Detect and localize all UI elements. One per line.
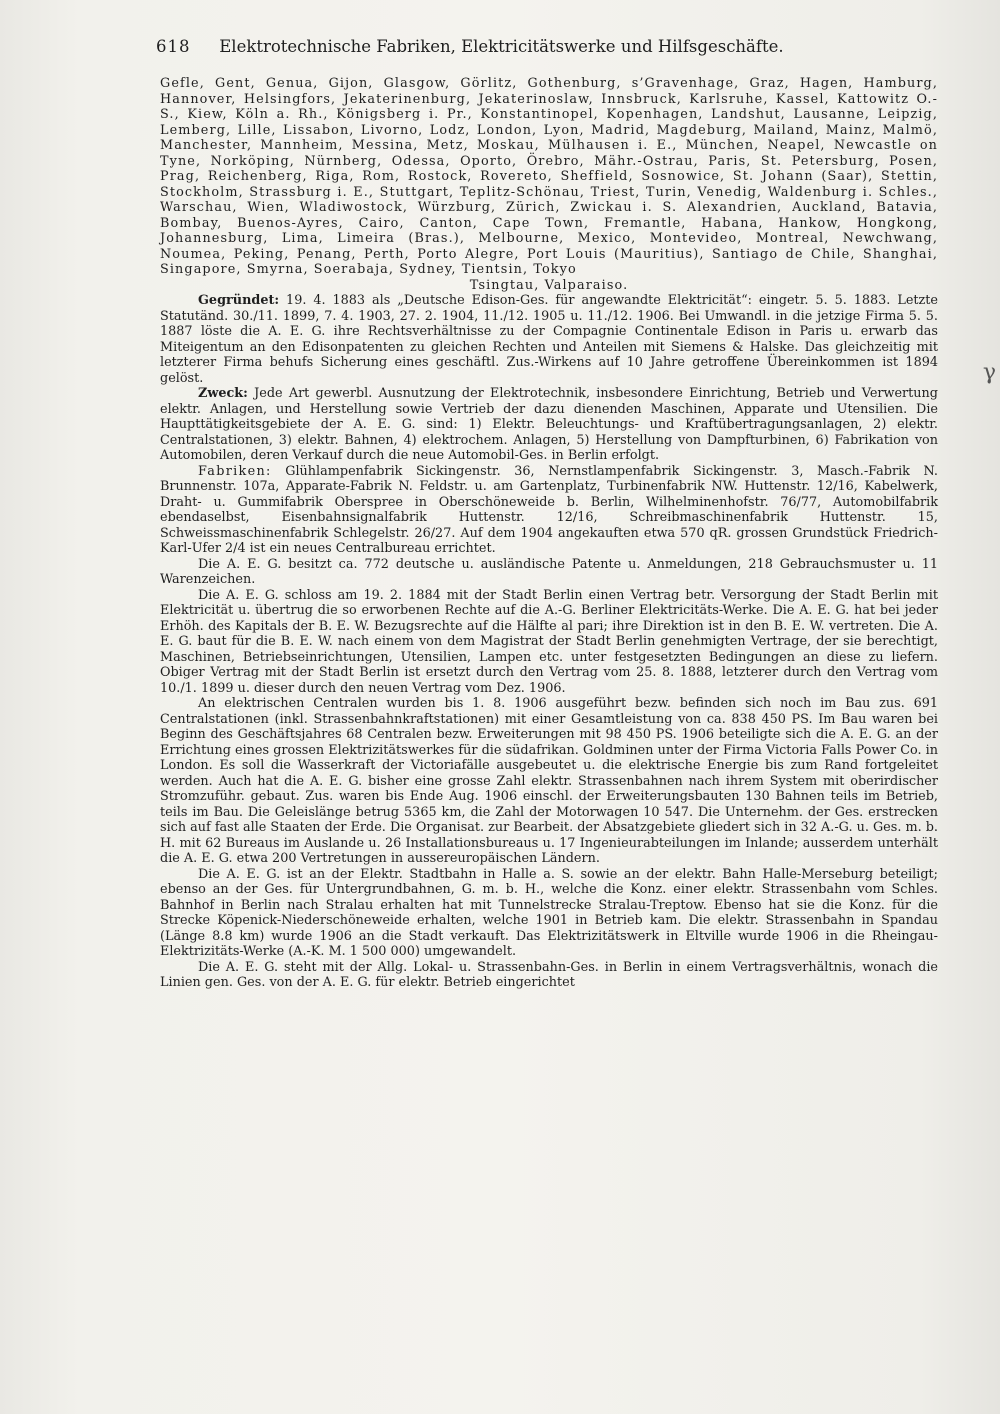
- text-zweck: Jede Art gewerbl. Ausnutzung der Elektrotechnik, insbesondere Einrichtung, Betrieb und Verwertung elektr. Anlagen, und Herstellung sowie Vertrieb der dazu dienenden Maschinen, Apparate und Utensilien. Die Haupttätigkeitsgebiete der A. E. G. sind: 1) Elektr. Beleuchtungs- und Kraftübertragungsanlagen, 2) elektr. Centralstationen, 3) elektr. Bahnen, 4) elektrochem. Anlagen, 5) Herstellung von Dampfturbinen, 6) Fabrikation von Automobilen, deren Verkauf durch die neue Automobil-Ges. in Berlin erfolgt.: [160, 386, 938, 463]
- paragraph-gegruendet: [160, 293, 938, 386]
- label-gegruendet: Gegründet:: [198, 293, 280, 308]
- page-header: [156, 34, 856, 60]
- label-fabriken: Fabriken:: [198, 463, 272, 479]
- paragraph-bahnen: Die A. E. G. ist an der Elektr. Stadtbahn in Halle a. S. sowie an der elektr. Bahn Halle-Merseburg beteiligt; ebenso an der Ges. für Untergrundbahnen, G. m. b. H., welche die Konz. einer elektr. Strassenbahn vom Schles. Bahnhof in Berlin nach Stralau erhalten hat mit Tunnelstrecke Stralau-Treptow. Ebenso hat sie die Konz. für die Strecke Köpenick-Niederschöneweide erhalten, welche 1901 in Betrieb kam. Die elektr. Strassenbahn in Spandau (Länge 8.8 km) wurde 1906 an die Stadt verkauft. Das Elektrizitätswerk in Eltville wurde 1906 in die Rheingau-Elektrizitäts-Werke (A.-K. M. 1 500 000) umgewandelt.: [160, 866, 938, 959]
- margin-pencil-mark: γ: [982, 360, 996, 385]
- paragraph-zweck: [160, 386, 938, 464]
- paragraph-fabriken: [160, 464, 938, 557]
- running-title: Elektrotechnische Fabriken, Elektricitätswerke und Hilfsgeschäfte.: [219, 37, 784, 56]
- label-zweck: Zweck:: [198, 386, 248, 401]
- paragraph-centralen: An elektrischen Centralen wurden bis 1. 8. 1906 ausgeführt bezw. befinden sich noch im Bau zus. 691 Centralstationen (inkl. Strassenbahnkraftstationen) mit einer Gesamtleistung von ca. 838 450 PS. Im Bau waren bei Beginn des Geschäftsjahres 68 Centralen bezw. Erweiterungen mit 98 450 PS. 1906 beteiligte sich die A. E. G. an der Errichtung eines grossen Elektrizitätswerkes für die südafrikan. Goldminen unter der Firma Victoria Falls Power Co. in London. Es soll die Wasserkraft der Victoriafälle ausgebeutet u. die elektrische Energie bis zum Rand fortgeleitet werden. Auch hat die A. E. G. bisher eine grosse Zahl elektr. Strassenbahnen nach ihrem System mit oberirdischer Stromzuführ. gebaut. Zus. waren bis Ende Aug. 1906 einschl. der Erweiterungsbauten 130 Bahnen teils im Betrieb, teils im Bau. Die Geleislänge betrug 5365 km, die Zahl der Motorwagen 10 547. Die Unternehm. der Ges. erstrecken sich auf fast alle Staaten der Erde. Die Organisat. zur Bearbeit. der Absatzgebiete gliedert sich in 32 A.-G. u. Ges. m. b. H. mit 62 Bureaus im Auslande u. 26 Installationsbureaus u. 17 Ingenieurabteilungen im Inlande; ausserdem unterhält die A. E. G. etwa 200 Vertretungen in aussereuropäischen Ländern.: [160, 696, 938, 866]
- city-list-last-line: Tsingtau, Valparaiso.: [469, 277, 629, 293]
- city-list: [160, 76, 938, 293]
- text-gegruendet: 19. 4. 1883 als „Deutsche Edison-Ges. für angewandte Elektricität“: eingetr. 5. 5. 1883. Letzte Statutänd. 30./11. 1899, 7. 4. 1903, 27. 2. 1904, 11./12. 1905 u. 11./12. 1906. Bei Umwandl. in die jetzige Firma 5. 5. 1887 löste die A. E. G. ihre Rechtsverhältnisse zu der Compagnie Continentale Edison in Paris u. erwarb das Miteigentum an den Edisonpatenten zu gleichen Rechten und Anteilen mit Siemens & Halske. Das gleichzeitig mit letzterer Firma behufs Sicherung eines geschäftl. Zus.-Wirkens auf 10 Jahre getroffene Übereinkommen ist 1894 gelöst.: [160, 293, 938, 386]
- page-number: 618: [156, 37, 191, 56]
- text-fabriken: Glühlampenfabrik Sickingenstr. 36, Nernstlampenfabrik Sickingenstr. 3, Masch.-Fabrik N. Brunnenstr. 107a, Apparate-Fabrik N. Feldstr. u. am Gartenplatz, Turbinenfabrik NW. Huttenstr. 12/16, Kabelwerk, Draht- u. Gummifabrik Oberspree in Oberschöneweide b. Berlin, Wilhelminenhofstr. 76/77, Automobilfabrik ebendaselbst, Eisenbahnsignalfabrik Huttenstr. 12/16, Schreibmaschinenfabrik Huttenstr. 15, Schweissmaschinenfabrik Schlegelstr. 26/27. Auf dem 1904 angekauften etwa 570 qR. grossen Grundstück Friedrich-Karl-Ufer 2/4 ist ein neues Centralbureau errichtet.: [160, 463, 938, 556]
- paragraph-vertrag: Die A. E. G. schloss am 19. 2. 1884 mit der Stadt Berlin einen Vertrag betr. Versorgung der Stadt Berlin mit Elektricität u. übertrug die so erworbenen Rechte auf die A.-G. Berliner Elektricitäts-Werke. Die A. E. G. hat bei jeder Erhöh. des Kapitals der B. E. W. Bezugsrechte auf die Hälfte al pari; ihre Direktion ist in den B. E. W. vertreten. Die A. E. G. baut für die B. E. W. nach einem von dem Magistrat der Stadt Berlin genehmigten Vertrage, der sie berechtigt, Maschinen, Betriebseinrichtungen, Utensilien, Lampen etc. unter festgesetzten Bedingungen an diese zu liefern. Obiger Vertrag mit der Stadt Berlin ist ersetzt durch den Vertrag vom 25. 8. 1888, letzterer durch den Vertrag vom 10./1. 1899 u. dieser durch den neuen Vertrag vom Dez. 1906.: [160, 587, 938, 696]
- city-list-text: Gefle, Gent, Genua, Gijon, Glasgow, Görlitz, Gothenburg, s’Gravenhage, Graz, Hagen, Hamburg, Hannover, Helsingfors, Jekaterinenburg, Jekaterinoslaw, Innsbruck, Karlsruhe, Kassel, Kattowitz O.-S., Kiew, Köln a. Rh., Königsberg i. Pr., Konstantinopel, Kopenhagen, Landshut, Lausanne, Leipzig, Lemberg, Lille, Lissabon, Livorno, Lodz, London, Lyon, Madrid, Magdeburg, Mailand, Mainz, Malmö, Manchester, Mannheim, Messina, Metz, Moskau, Mülhausen i. E., München, Neapel, Newcastle on Tyne, Norköping, Nürnberg, Odessa, Oporto, Örebro, Mähr.-Ostrau, Paris, St. Petersburg, Posen, Prag, Reichenberg, Riga, Rom, Rostock, Rovereto, Sheffield, Sosnowice, St. Johann (Saar), Stettin, Stockholm, Strassburg i. E., Stuttgart, Teplitz-Schönau, Triest, Turin, Venedig, Waldenburg i. Schles., Warschau, Wien, Wladiwostock, Würzburg, Zürich, Zwickau i. S. Alexandrien, Auckland, Batavia, Bombay, Buenos-Ayres, Cairo, Canton, Cape Town, Fremantle, Habana, Hankow, Hongkong, Johannesburg, Lima, Limeira (Bras.), Melbourne, Mexico, Montevideo, Montreal, Newchwang, Noumea, Peking, Penang, Perth, Porto Alegre, Port Louis (Mauritius), Santiago de Chile, Shanghai, Singapore, Smyrna, Soerabaja, Sydney, Tientsin, Tokyo: [160, 76, 938, 277]
- paragraph-lokal: Die A. E. G. steht mit der Allg. Lokal- u. Strassenbahn-Ges. in Berlin in einem Vertragsverhältnis, wonach die Linien gen. Ges. von der A. E. G. für elektr. Betrieb eingerichtet: [160, 959, 938, 990]
- page-content: [160, 76, 938, 991]
- paragraph-patente: Die A. E. G. besitzt ca. 772 deutsche u. ausländische Patente u. Anmeldungen, 218 Gebrauchsmuster u. 11 Warenzeichen.: [160, 556, 938, 587]
